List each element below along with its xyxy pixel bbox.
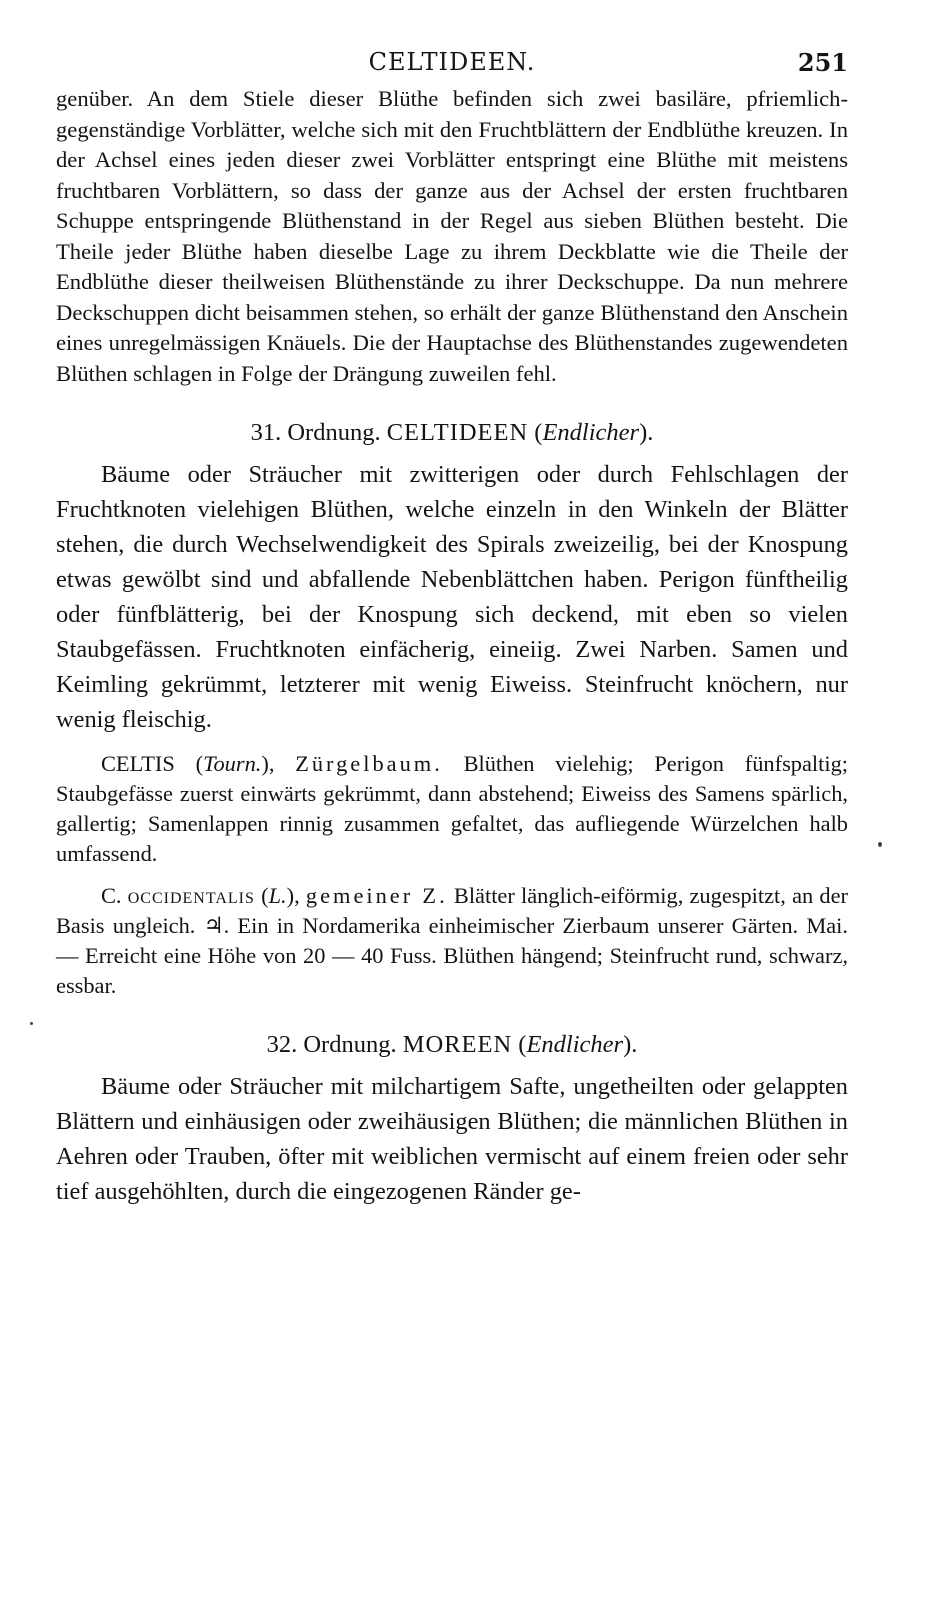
intro-paragraph: genüber. An dem Stiele dieser Blüthe befinden sich zwei basiläre, pfriemlich-gegenständige Vorblätter, welche sich mit den Fruchtblättern der Endblüthe kreuzen. In der Achsel eines jeden dieser zwei Vorblätter entspringt eine Blüthe mit meistens fruchtbaren Vorblättern, so dass der ganze aus der Achsel der ersten fruchtbaren Schuppe entspringende Blüthenstand in der Regel aus sieben Blüthen besteht. Die Theile jeder Blüthe haben dieselbe Lage zu ihrem Deckblatte wie die Theile der Endblüthe dieser theilweisen Blüthenstände zu ihrer Deckschuppe. Da nun mehrere Deckschuppen dicht beisammen stehen, so erhält der ganze Blüthenstand den Anschein eines unregelmässigen Knäuels. Die der Hauptachse des Blüthenstandes zugewendeten Blüthen schlagen in Folge der Drängung zuweilen fehl. [56, 86, 848, 386]
genus-entry-celtis: CELTIS (Tourn.), Zürgelbaum. Blüthen vielehig; Perigon fünfspaltig; Staubgefässe zuerst einwärts gekrümmt, dann abstehend; Eiweiss des Samens spärlich, gallertig; Samenlappen rinnig zusammen gefaltet, das aufliegende Würzelchen halb umfassend. [56, 751, 848, 866]
page-number: 251 [797, 48, 848, 77]
order-name-32: MOREEN [402, 1031, 513, 1058]
order-heading-31: 31. Ordnung. CELTIDEEN (Endlicher). [250, 419, 654, 446]
species-epithet: occidentalis [127, 883, 255, 908]
genus-description: Blüthen vielehig; Perigon fünfspaltig; Staubgefässe zuerst einwärts gekrümmt, dann abstehend; Eiweiss des Samens spärlich, gallertig; Samenlappen rinnig zusammen gefaltet, das aufliegende Würzelchen halb umfassend. [56, 751, 848, 866]
order-number-32: 32. Ordnung. [266, 1031, 397, 1058]
species-description: Blätter länglich-eiförmig, zugespitzt, an der Basis ungleich. ♃. Ein in Nordamerika einheimischer Zierbaum unserer Gärten. Mai. — Erreicht eine Höhe von 20 — 40 Fuss. Blüthen hängend; Steinfrucht rund, schwarz, essbar. [56, 883, 848, 998]
ink-speck [878, 842, 882, 847]
species-genus-abbrev: C. [101, 883, 122, 908]
species-common-name: gemeiner Z. [305, 883, 448, 908]
running-head [56, 40, 848, 84]
order-name-31: CELTIDEEN [386, 419, 529, 446]
species-entry-occidentalis: C. occidentalis (L.), gemeiner Z. Blätter länglich-eiförmig, zugespitzt, an der Basis ungleich. ♃. Ein in Nordamerika einheimischer Zierbaum unserer Gärten. Mai. — Erreicht eine Höhe von 20 — 40 Fuss. Blüthen hängend; Steinfrucht rund, schwarz, essbar. [56, 883, 848, 998]
genus-name: CELTIS [101, 751, 175, 776]
order-description-31: Bäume oder Sträucher mit zwitterigen oder durch Fehlschlagen der Fruchtknoten vielehigen Blüthen, welche einzeln in den Winkeln der Blätter stehen, die durch Wechselwendigkeit des Spirals zweizeilig, bei der Knospung etwas gewölbt sind und abfallende Nebenblättchen haben. Perigon fünftheilig oder fünfblätterig, bei der Knospung sich deckend, mit eben so vielen Staubgefässen. Fruchtknoten einfächerig, eineiig. Zwei Narben. Samen und Keimling gekrümmt, letzterer mit wenig Eiweiss. Steinfrucht knöchern, nur wenig fleischig. [56, 461, 848, 733]
order-author-32: Endlicher [526, 1031, 624, 1058]
ink-speck [30, 1022, 33, 1025]
order-number-31: 31. Ordnung. [250, 419, 381, 446]
genus-author: Tourn. [203, 751, 262, 776]
running-title: CELTIDEEN. [368, 48, 536, 76]
species-author: L. [268, 883, 287, 908]
order-description-32: Bäume oder Sträucher mit milchartigem Safte, ungetheilten oder gelappten Blättern und einhäusigen oder zweihäusigen Blüthen; die männlichen Blüthen in Aehren oder Trauben, öfter mit weiblichen vermischt auf einem freien oder sehr tief ausgehöhlten, durch die eingezogenen Ränder ge- [56, 1073, 848, 1205]
order-heading-32: 32. Ordnung. MOREEN (Endlicher). [266, 1031, 638, 1058]
genus-common-name: Zürgelbaum. [295, 751, 443, 776]
book-page [56, 40, 848, 1209]
order-author-31: Endlicher [542, 419, 640, 446]
